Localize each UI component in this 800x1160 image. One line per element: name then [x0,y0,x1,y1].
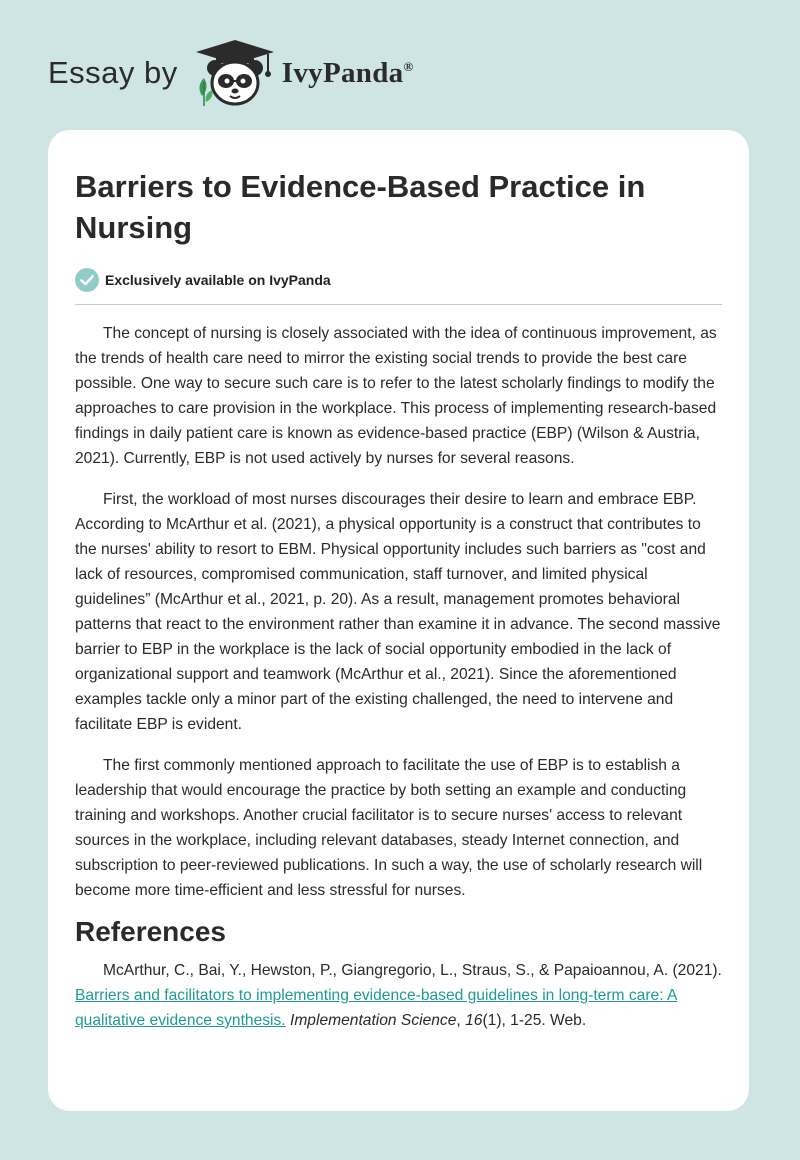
reference-journal: Implementation Science [289,1012,457,1029]
paragraph-2: First, the workload of most nurses discourages their desire to learn and embrace EBP. According to McArthur et al. (2021), a physical opportunity is a construct that contributes to the nurses' ability to resort to EBM. Physical opportunity includes such barriers as "cost and lack of resources, compromised communication, staff turnover, and limited physical guidelines” (McArthur et al., 2021, p. 20). As a result, management promotes behavioral patterns that react to the environment rather than examine it in advance. The second massive barrier to EBP in the workplace is the lack of social opportunity embodied in the lack of organizational support and teamwork (McArthur et al., 2021). Since the aforementioned examples tackle only a minor part of the existing challenged, the need to intervene and facilitate EBP is evident. [75,491,721,733]
essay-card [48,130,749,1111]
references-heading: References [75,916,226,947]
exclusive-label: Exclusively available on IvyPanda [105,272,331,288]
panda-graduate-icon[interactable] [192,38,278,108]
reference-volume: 16 [465,1012,483,1029]
brand-text: IvyPanda [281,56,404,89]
brand-name[interactable] [282,57,414,90]
essay-by-label: Essay by [48,55,178,90]
reference-link[interactable]: Barriers and facilitators to implementing evidence-based guidelines in long-term care: A qualitative evidence synthesis. [75,987,678,1029]
divider [75,304,722,305]
reference-authors: McArthur, C., Bai, Y., Hewston, P., Giangregorio, L., Straus, S., & Papaioannou, A. (2021). [103,962,722,979]
essay-body [75,321,725,1033]
paragraph-1: The concept of nursing is closely associated with the idea of continuous improvement, as the trends of health care need to mirror the existing social trends to provide the best care possible. One way to secure such care is to refer to the latest scholarly findings to modify the approaches to care provision in the workplace. This process of implementing research-based findings in daily patient care is known as evidence-based practice (EBP) (Wilson & Austria, 2021). Currently, EBP is not used actively by nurses for several reasons. [75,325,717,467]
page-title: Barriers to Evidence-Based Practice in Nursing [75,169,646,245]
check-circle-icon [75,268,99,292]
reference-entry: McArthur, C., Bai, Y., Hewston, P., Giangregorio, L., Straus, S., & Papaioannou, A. (2021). Barriers and facilitators to implementing evidence-based guidelines in long-term care: A qualitative evidence synthesis. Implementation Science, 16(1), 1-25. Web. [75,962,722,1029]
paragraph-3: The first commonly mentioned approach to facilitate the use of EBP is to establish a leadership that would encourage the practice by both setting an example and conducting training and workshops. Another crucial facilitator is to secure nurses' access to relevant sources in the workplace, including relevant databases, steady Internet connection, and subscription to peer-reviewed publications. In such a way, the use of scholarly research will become more time-efficient and less stressful for nurses. [75,757,703,899]
exclusive-badge [75,266,722,294]
registered-mark: ® [403,58,414,74]
site-header [48,38,413,108]
reference-pages: (1), 1-25. Web. [482,1012,587,1029]
